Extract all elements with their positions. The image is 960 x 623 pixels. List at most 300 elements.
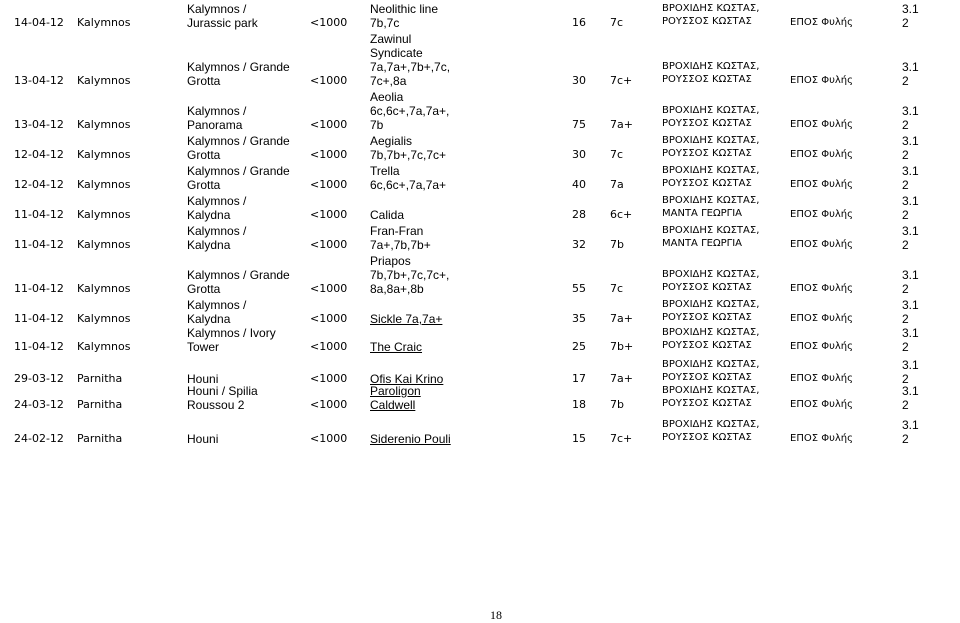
table-row <box>0 194 960 224</box>
crag-name-line: Grotta <box>187 178 221 192</box>
crag-name-line: Jurassic park <box>187 16 258 30</box>
climbers-line: ΡΟΥΣΣΟΣ ΚΩΣΤΑΣ <box>662 282 752 293</box>
route-grade-line: 7b <box>610 238 624 251</box>
club-name-line: ΕΠΟΣ Φυλής <box>790 149 853 160</box>
climbers-line: ΒΡΟΧΙΔΗΣ ΚΩΣΤΑΣ, <box>662 299 760 310</box>
climbers <box>662 268 780 294</box>
crag-name-line: Kalymnos / <box>187 224 247 238</box>
score <box>902 268 919 296</box>
route-grade-line: 7a+ <box>610 372 633 385</box>
score-line: 2 <box>902 148 909 162</box>
ascent-date <box>14 148 64 161</box>
score-line: 3.1 <box>902 224 919 238</box>
club-name <box>790 282 853 295</box>
route-grade <box>610 208 632 221</box>
club-name <box>790 208 853 221</box>
altitude <box>310 238 347 251</box>
climbers <box>662 298 780 324</box>
ascent-date <box>14 118 64 131</box>
table-row <box>0 90 960 134</box>
crag-name-line: Kalymnos / Grande <box>187 268 290 282</box>
area-name-line: Parnitha <box>77 372 123 385</box>
crag-name-line: Tower <box>187 340 220 354</box>
score-line: 3.1 <box>902 358 919 372</box>
climbers-line: ΒΡΟΧΙΔΗΣ ΚΩΣΤΑΣ, <box>662 269 760 280</box>
score <box>902 418 919 446</box>
route-length-line: 75 <box>572 118 586 131</box>
route-length <box>572 118 586 131</box>
route-grade-line: 7c+ <box>610 74 633 87</box>
route-name-line: Ofis Kai Krino <box>370 372 444 386</box>
ascent-date <box>14 312 64 325</box>
altitude-line: <1000 <box>310 74 348 87</box>
score-line: 2 <box>902 178 909 192</box>
altitude-line: <1000 <box>310 238 348 251</box>
climbers-line: ΒΡΟΧΙΔΗΣ ΚΩΣΤΑΣ, <box>662 61 760 72</box>
route-name <box>370 224 431 252</box>
crag-name <box>187 104 246 132</box>
score <box>902 60 919 88</box>
crag-name-line: Kalymnos / <box>187 2 247 16</box>
route-name-line: Neolithic line <box>370 2 439 16</box>
ascent-date-line: 24-03-12 <box>14 398 64 411</box>
score <box>902 298 919 326</box>
route-length <box>572 282 586 295</box>
crag-name-line: Kalymnos / Ivory <box>187 326 276 340</box>
ascent-date-line: 24-02-12 <box>14 432 64 445</box>
altitude <box>310 208 347 221</box>
table-row <box>0 384 960 414</box>
score-line: 2 <box>902 118 909 132</box>
crag-name <box>187 60 290 88</box>
route-length-line: 18 <box>572 398 586 411</box>
route-grade-line: 7c <box>610 282 624 295</box>
table-row <box>0 298 960 328</box>
route-length-line: 25 <box>572 340 586 353</box>
crag-name-line: Houni <box>187 432 219 446</box>
route-grade <box>610 16 623 29</box>
ascent-date-line: 13-04-12 <box>14 74 64 87</box>
table-row <box>0 134 960 164</box>
route-name-line: Fran-Fran <box>370 224 424 238</box>
route-length <box>572 340 586 353</box>
area-name-line: Kalymnos <box>77 178 131 191</box>
climbers-line: ΒΡΟΧΙΔΗΣ ΚΩΣΤΑΣ, <box>662 327 760 338</box>
club-name <box>790 238 853 251</box>
route-name-line: Paroligon <box>370 384 421 398</box>
club-name <box>790 16 853 29</box>
club-name-line: ΕΠΟΣ Φυλής <box>790 209 853 220</box>
altitude-line: <1000 <box>310 118 348 131</box>
route-length <box>572 178 586 191</box>
club-name-line: ΕΠΟΣ Φυλής <box>790 179 853 190</box>
ascent-date <box>14 178 64 191</box>
route-grade-line: 7b+ <box>610 340 634 353</box>
score <box>902 164 919 192</box>
altitude <box>310 74 347 87</box>
crag-name <box>187 326 276 354</box>
route-name-line: 7c+,8a <box>370 74 407 88</box>
area-name <box>77 118 130 131</box>
club-name-line: ΕΠΟΣ Φυλής <box>790 239 853 250</box>
area-name <box>77 432 122 445</box>
route-grade <box>610 118 633 131</box>
climbers-line: ΜΑΝΤΑ ΓΕΩΡΓΙΑ <box>662 238 742 249</box>
ascent-date-line: 14-04-12 <box>14 16 64 29</box>
score-line: 2 <box>902 398 909 412</box>
route-name-line: 6c,6c+,7a,7a+, <box>370 104 450 118</box>
route-grade-line: 7a <box>610 178 624 191</box>
crag-name <box>187 432 218 446</box>
ascent-date-line: 11-04-12 <box>14 312 64 325</box>
climbers <box>662 224 780 250</box>
crag-name-line: Kalymnos / Grande <box>187 164 290 178</box>
area-name-line: Kalymnos <box>77 340 131 353</box>
route-name-line: Sickle 7a,7a+ <box>370 312 443 326</box>
altitude-line: <1000 <box>310 372 348 385</box>
route-grade-line: 7c <box>610 16 624 29</box>
crag-name <box>187 384 258 412</box>
route-name-line: 7b,7c <box>370 16 400 30</box>
score-line: 2 <box>902 340 909 354</box>
score-line: 2 <box>902 238 909 252</box>
route-name-line: 7b <box>370 118 384 132</box>
crag-name-line: Panorama <box>187 118 243 132</box>
climbers <box>662 134 780 160</box>
club-name-line: ΕΠΟΣ Φυλής <box>790 283 853 294</box>
climbers-line: ΒΡΟΧΙΔΗΣ ΚΩΣΤΑΣ, <box>662 359 760 370</box>
route-name-line: Zawinul <box>370 32 412 46</box>
score-line: 3.1 <box>902 60 919 74</box>
table-row <box>0 34 960 90</box>
area-name-line: Parnitha <box>77 432 123 445</box>
club-name-line: ΕΠΟΣ Φυλής <box>790 17 853 28</box>
climbers-line: ΒΡΟΧΙΔΗΣ ΚΩΣΤΑΣ, <box>662 105 760 116</box>
climbers-line: ΡΟΥΣΣΟΣ ΚΩΣΤΑΣ <box>662 16 752 27</box>
score <box>902 194 919 222</box>
route-name <box>370 2 438 30</box>
club-name-line: ΕΠΟΣ Φυλής <box>790 313 853 324</box>
route-length <box>572 312 586 325</box>
crag-name <box>187 134 290 162</box>
ascent-date-line: 11-04-12 <box>14 282 64 295</box>
crag-name-line: Roussou 2 <box>187 398 245 412</box>
club-name <box>790 148 853 161</box>
route-grade-line: 7c <box>610 148 624 161</box>
climbers-line: ΡΟΥΣΣΟΣ ΚΩΣΤΑΣ <box>662 372 752 383</box>
club-name <box>790 178 853 191</box>
score <box>902 358 919 386</box>
area-name-line: Kalymnos <box>77 282 131 295</box>
route-grade-line: 6c+ <box>610 208 633 221</box>
score-line: 2 <box>902 208 909 222</box>
route-name-line: 7b,7b+,7c,7c+ <box>370 148 447 162</box>
climbers <box>662 194 780 220</box>
route-length <box>572 238 586 251</box>
ascent-date <box>14 16 64 29</box>
route-name-line: 6c,6c+,7a,7a+ <box>370 178 447 192</box>
score-line: 3.1 <box>902 418 919 432</box>
route-grade <box>610 74 632 87</box>
route-grade <box>610 312 633 325</box>
route-length <box>572 74 586 87</box>
crag-name-line: Kalydna <box>187 312 231 326</box>
climbers-line: ΡΟΥΣΣΟΣ ΚΩΣΤΑΣ <box>662 178 752 189</box>
area-name <box>77 178 130 191</box>
club-name <box>790 432 853 445</box>
crag-name-line: Kalydna <box>187 208 231 222</box>
route-length-line: 35 <box>572 312 586 325</box>
altitude <box>310 282 347 295</box>
score <box>902 2 919 30</box>
climbers-line: ΒΡΟΧΙΔΗΣ ΚΩΣΤΑΣ, <box>662 419 760 430</box>
route-name <box>370 432 451 446</box>
climbers <box>662 358 780 384</box>
crag-name-line: Kalydna <box>187 238 231 252</box>
altitude-line: <1000 <box>310 178 348 191</box>
area-name <box>77 238 130 251</box>
altitude <box>310 178 347 191</box>
climbers-line: ΡΟΥΣΣΟΣ ΚΩΣΤΑΣ <box>662 312 752 323</box>
ascent-date <box>14 398 64 411</box>
table-row <box>0 326 960 356</box>
area-name <box>77 340 130 353</box>
altitude-line: <1000 <box>310 398 348 411</box>
score-line: 3.1 <box>902 194 919 208</box>
ascent-date <box>14 282 64 295</box>
area-name <box>77 398 122 411</box>
altitude <box>310 432 347 445</box>
route-grade <box>610 238 624 251</box>
route-name-line: 7b,7b+,7c,7c+, <box>370 268 450 282</box>
route-grade-line: 7a+ <box>610 312 633 325</box>
area-name <box>77 16 130 29</box>
altitude <box>310 312 347 325</box>
route-grade <box>610 178 624 191</box>
area-name-line: Kalymnos <box>77 118 131 131</box>
crag-name-line: Houni <box>187 372 219 386</box>
altitude-line: <1000 <box>310 282 348 295</box>
route-length-line: 55 <box>572 282 586 295</box>
club-name-line: ΕΠΟΣ Φυλής <box>790 433 853 444</box>
club-name <box>790 312 853 325</box>
route-name-line: 7a+,7b,7b+ <box>370 238 431 252</box>
route-name-line: Siderenio Pouli <box>370 432 451 446</box>
table-row <box>0 4 960 32</box>
climbers <box>662 384 780 410</box>
climbers-line: ΡΟΥΣΣΟΣ ΚΩΣΤΑΣ <box>662 74 752 85</box>
area-name <box>77 312 130 325</box>
score <box>902 326 919 354</box>
score-line: 2 <box>902 16 909 30</box>
climbers-line: ΡΟΥΣΣΟΣ ΚΩΣΤΑΣ <box>662 432 752 443</box>
altitude-line: <1000 <box>310 16 348 29</box>
route-grade-line: 7b <box>610 398 624 411</box>
altitude-line: <1000 <box>310 148 348 161</box>
club-name-line: ΕΠΟΣ Φυλής <box>790 373 853 384</box>
route-name-line: Trella <box>370 164 400 178</box>
area-name <box>77 74 130 87</box>
climbers-line: ΡΟΥΣΣΟΣ ΚΩΣΤΑΣ <box>662 148 752 159</box>
climbers-line: ΒΡΟΧΙΔΗΣ ΚΩΣΤΑΣ, <box>662 385 760 396</box>
route-name-line: Caldwell <box>370 398 416 412</box>
climbers-line: ΡΟΥΣΣΟΣ ΚΩΣΤΑΣ <box>662 340 752 351</box>
score <box>902 384 919 412</box>
area-name <box>77 148 130 161</box>
club-name-line: ΕΠΟΣ Φυλής <box>790 119 853 130</box>
club-name <box>790 340 853 353</box>
crag-name-line: Grotta <box>187 282 221 296</box>
table-row <box>0 224 960 254</box>
climbers <box>662 2 780 28</box>
route-length-line: 40 <box>572 178 586 191</box>
club-name <box>790 74 853 87</box>
ascent-date-line: 29-03-12 <box>14 372 64 385</box>
route-name <box>370 32 450 88</box>
table-row <box>0 254 960 298</box>
crag-name <box>187 268 290 296</box>
route-name-line: 7a,7a+,7b+,7c, <box>370 60 451 74</box>
area-name-line: Kalymnos <box>77 312 131 325</box>
ascent-date <box>14 74 64 87</box>
route-grade <box>610 282 623 295</box>
score-line: 3.1 <box>902 268 919 282</box>
crag-name <box>187 224 246 252</box>
ascent-date-line: 11-04-12 <box>14 208 64 221</box>
climbers-line: ΒΡΟΧΙΔΗΣ ΚΩΣΤΑΣ, <box>662 3 760 14</box>
crag-name <box>187 2 258 30</box>
route-name <box>370 90 449 132</box>
score-line: 2 <box>902 282 909 296</box>
score <box>902 224 919 252</box>
area-name <box>77 282 130 295</box>
climbers-line: ΡΟΥΣΣΟΣ ΚΩΣΤΑΣ <box>662 118 752 129</box>
route-length <box>572 148 586 161</box>
altitude <box>310 118 347 131</box>
climbers-line: ΒΡΟΧΙΔΗΣ ΚΩΣΤΑΣ, <box>662 165 760 176</box>
route-length-line: 17 <box>572 372 586 385</box>
score-line: 3.1 <box>902 298 919 312</box>
ascent-date-line: 11-04-12 <box>14 340 64 353</box>
route-grade-line: 7a+ <box>610 118 633 131</box>
ascent-date <box>14 340 64 353</box>
crag-name-line: Houni / Spilia <box>187 384 258 398</box>
route-name <box>370 164 446 192</box>
route-length-line: 30 <box>572 74 586 87</box>
ascent-date-line: 12-04-12 <box>14 178 64 191</box>
route-grade-line: 7c+ <box>610 432 633 445</box>
route-name <box>370 340 422 354</box>
club-name-line: ΕΠΟΣ Φυλής <box>790 75 853 86</box>
score-line: 3.1 <box>902 2 919 16</box>
score-line: 2 <box>902 372 909 386</box>
score-line: 3.1 <box>902 104 919 118</box>
climbers <box>662 326 780 352</box>
score-line: 2 <box>902 74 909 88</box>
crag-name-line: Kalymnos / Grande <box>187 134 290 148</box>
altitude-line: <1000 <box>310 312 348 325</box>
route-name <box>370 254 449 296</box>
area-name-line: Parnitha <box>77 398 123 411</box>
club-name-line: ΕΠΟΣ Φυλής <box>790 399 853 410</box>
area-name-line: Kalymnos <box>77 148 131 161</box>
route-length-line: 15 <box>572 432 586 445</box>
climbers-line: ΒΡΟΧΙΔΗΣ ΚΩΣΤΑΣ, <box>662 225 760 236</box>
score <box>902 104 919 132</box>
score-line: 3.1 <box>902 164 919 178</box>
area-name-line: Kalymnos <box>77 74 131 87</box>
climbers <box>662 418 780 444</box>
route-length <box>572 432 586 445</box>
route-name-line: Syndicate <box>370 46 423 60</box>
crag-name-line: Grotta <box>187 74 221 88</box>
crag-name <box>187 194 246 222</box>
crag-name <box>187 164 290 192</box>
route-name <box>370 208 404 222</box>
route-name <box>370 384 421 412</box>
route-length-line: 28 <box>572 208 586 221</box>
area-name-line: Kalymnos <box>77 208 131 221</box>
altitude <box>310 148 347 161</box>
ascent-date-line: 11-04-12 <box>14 238 64 251</box>
area-name-line: Kalymnos <box>77 16 131 29</box>
ascent-date <box>14 432 64 445</box>
table-row <box>0 164 960 194</box>
area-name <box>77 208 130 221</box>
page-number: 18 <box>490 608 502 622</box>
route-grade <box>610 398 624 411</box>
ascent-date-line: 13-04-12 <box>14 118 64 131</box>
score <box>902 134 919 162</box>
crag-name-line: Kalymnos / <box>187 104 247 118</box>
route-length <box>572 16 586 29</box>
crag-name <box>187 298 246 326</box>
route-name <box>370 312 442 326</box>
altitude-line: <1000 <box>310 432 348 445</box>
ascent-date <box>14 208 64 221</box>
route-name-line: Calida <box>370 208 405 222</box>
route-name <box>370 134 446 162</box>
route-grade <box>610 148 623 161</box>
climbers-line: ΒΡΟΧΙΔΗΣ ΚΩΣΤΑΣ, <box>662 195 760 206</box>
score-line: 3.1 <box>902 326 919 340</box>
climbers <box>662 104 780 130</box>
climbers <box>662 60 780 86</box>
score-line: 3.1 <box>902 134 919 148</box>
club-name <box>790 398 853 411</box>
altitude <box>310 340 347 353</box>
club-name <box>790 118 853 131</box>
altitude <box>310 398 347 411</box>
club-name-line: ΕΠΟΣ Φυλής <box>790 341 853 352</box>
table-row <box>0 420 960 448</box>
ascent-date <box>14 238 64 251</box>
climbers-line: ΜΑΝΤΑ ΓΕΩΡΓΙΑ <box>662 208 742 219</box>
score-line: 3.1 <box>902 384 919 398</box>
altitude-line: <1000 <box>310 340 348 353</box>
altitude-line: <1000 <box>310 208 348 221</box>
route-length <box>572 208 586 221</box>
crag-name-line: Kalymnos / Grande <box>187 60 290 74</box>
route-length <box>572 398 586 411</box>
route-name-line: Aeolia <box>370 90 404 104</box>
route-grade <box>610 432 632 445</box>
route-grade <box>610 340 633 353</box>
area-name-line: Kalymnos <box>77 238 131 251</box>
route-name-line: 8a,8a+,8b <box>370 282 424 296</box>
route-name-line: Priapos <box>370 254 411 268</box>
crag-name-line: Grotta <box>187 148 221 162</box>
